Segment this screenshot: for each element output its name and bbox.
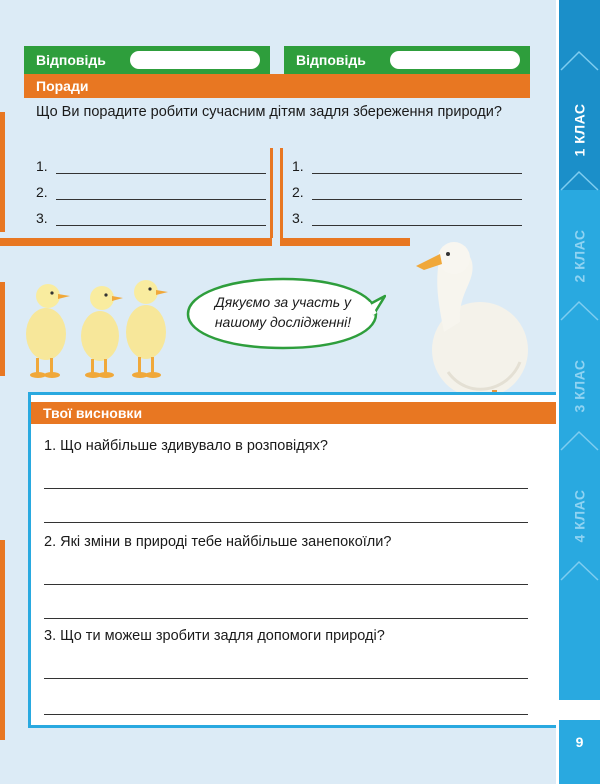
answer-field-right[interactable] — [390, 51, 520, 69]
grade-tab-1[interactable] — [559, 70, 600, 190]
grade-tab-4[interactable] — [559, 456, 600, 576]
conclusions-heading — [31, 402, 556, 424]
advice-heading — [24, 74, 530, 98]
duckling-1 — [26, 284, 70, 378]
answer-line[interactable] — [44, 714, 528, 715]
advice-heading-text: Поради — [36, 78, 89, 94]
advice-line-right-3[interactable] — [292, 206, 522, 226]
grade-tab-2[interactable] — [559, 196, 600, 316]
answer-line[interactable] — [44, 584, 528, 585]
duckling-2 — [81, 286, 123, 378]
advice-bottom-rule — [0, 238, 272, 246]
line-number: 1. — [292, 158, 304, 174]
line-number: 1. — [36, 158, 48, 174]
advice-line-left-3[interactable] — [36, 206, 266, 226]
conclusion-question-1: 1. Що найбільше здивувало в розповідях? — [44, 438, 328, 454]
advice-line-right-2[interactable] — [292, 180, 522, 200]
duckling-3 — [126, 280, 168, 378]
speech-bubble-text: Дякуємо за участь у нашому дослідженні! — [214, 294, 352, 330]
answer-label: Відповідь — [296, 52, 366, 68]
grade-tab-label: 1 КЛАС — [571, 103, 588, 157]
grade-tab-label: 4 КЛАС — [571, 489, 588, 543]
column-divider — [280, 148, 283, 238]
left-edge-bar — [0, 540, 5, 740]
answer-field-left[interactable] — [130, 51, 260, 69]
page-number-text: 9 — [575, 734, 584, 750]
conclusion-question-3: 3. Що ти можеш зробити задля допомоги природі? — [44, 628, 385, 644]
answer-line[interactable] — [44, 488, 528, 489]
answer-line[interactable] — [44, 618, 528, 619]
column-divider — [270, 148, 273, 238]
grade-tab-3[interactable] — [559, 326, 600, 446]
advice-line-left-1[interactable] — [36, 154, 266, 174]
answer-bar-right — [284, 46, 530, 74]
line-number: 3. — [292, 210, 304, 226]
ducklings-illustration — [18, 274, 174, 382]
conclusions-heading-text: Твої висновки — [43, 405, 143, 421]
answer-bar-left — [24, 46, 270, 74]
conclusion-question-2: 2. Які зміни в природі тебе найбільше занепокоїли? — [44, 534, 392, 550]
left-edge-bar — [0, 282, 5, 376]
grade-tab-label: 2 КЛАС — [571, 229, 588, 283]
advice-line-left-2[interactable] — [36, 180, 266, 200]
page-number — [559, 720, 600, 784]
line-number: 2. — [36, 184, 48, 200]
line-number: 3. — [36, 210, 48, 226]
advice-question: Що Ви порадите робити сучасним дітям задля збереження природи? — [36, 104, 502, 120]
line-number: 2. — [292, 184, 304, 200]
answer-line[interactable] — [44, 678, 528, 679]
grade-tab-label: 3 КЛАС — [571, 359, 588, 413]
answer-line[interactable] — [44, 522, 528, 523]
advice-line-right-1[interactable] — [292, 154, 522, 174]
left-edge-bar — [0, 112, 5, 232]
answer-label: Відповідь — [36, 52, 106, 68]
